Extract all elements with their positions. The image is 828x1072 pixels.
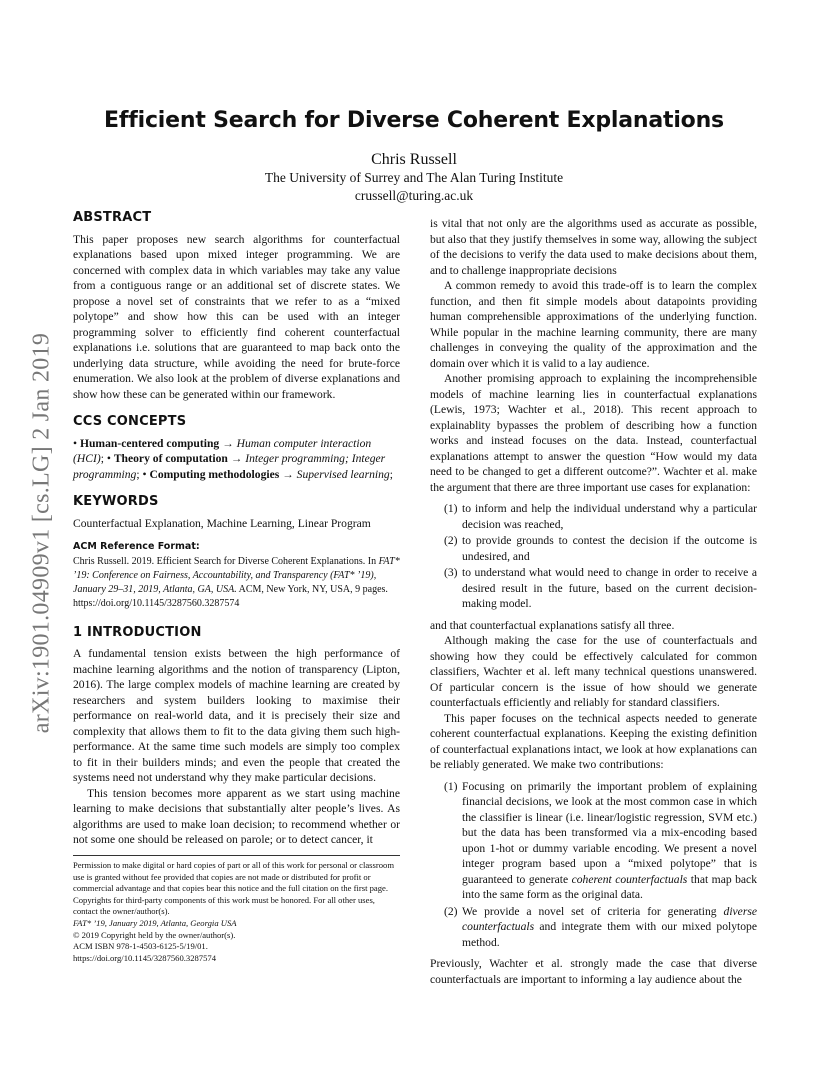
arxiv-sidebar [22,298,62,768]
contributions-list [430,779,757,951]
right-paragraph-7: Previously, Wachter et al. strongly made the case that diverse counterfactuals are important to informing a lay audience about the [430,957,757,986]
right-paragraph-1: is vital that not only are the algorithms used as accurate as possible, but also that they justify themselves in some way, allowing the subject of the decisions to verify the data used to make decisions about them, and to challenge inappropriate decisions [430,217,757,277]
left-column [73,210,400,848]
paper-title: Efficient Search for Diverse Coherent Explanations [104,108,724,133]
conference-line: FAT* ’19, January 2019, Atlanta, Georgia USA [73,917,237,928]
copyright-line: © 2019 Copyright held by the owner/author(s). [73,929,236,940]
right-column [430,216,757,987]
introduction-heading: 1 INTRODUCTION [73,624,202,640]
contribution-item: (2) We provide a novel set of criteria for generating diverse counterfactuals and integrate them with our mixed polytope method. [444,904,757,949]
acm-reference-text: Chris Russell. 2019. Efficient Search for Diverse Coherent Explanations. In FAT* ’19: Conference on Fairness, Accountability, and Transparency (FAT* ’19), January 29–31, 2019, Atlanta, GA, USA. ACM, New York, NY, USA, 9 pages. https://doi.org/10.1145/3287560.3287574 [73,555,400,609]
permission-notice: Permission to make digital or hard copies of part or all of this work for personal or classroom use is granted without fee provided that copies are not made or distributed for profit or commercial advantage and that copies bear this notice and the full citation on the first page. Copyrights for third-party components of this work must be honored. For all other uses, contact the owner/author(s). [73,860,394,917]
right-paragraph-4: and that counterfactual explanations satisfy all three. [430,618,675,632]
abstract-heading: ABSTRACT [73,210,152,225]
isbn-line: ACM ISBN 978-1-4503-6125-5/19/01. [73,941,208,952]
author-affiliation: The University of Surrey and The Alan Turing Institute [264,170,564,185]
contribution-item: (1) Focusing on primarily the important problem of explaining financial decisions, we look at the most common case in which the classifier is linear (i.e. linear/logistic regression, SVM etc.) but the data has been transformed via a mix-encoding based upon 1-hot or dummy variable encoding. We present a novel integer program based upon a “mixed polytope” that is guaranteed to generate coherent counterfactuals that map back into the same form as the original data. [444,779,758,901]
right-paragraph-2: A common remedy to avoid this trade-off is to learn the complex function, and then fit simple models about datapoints providing human comprehensible approximations of the underlying function. While popular in the machine learning community, there are many challenges in conveying the quality of the approximation and the domain over which it is valid to a lay audience. [430,279,757,370]
use-case-item: (3) to understand what would need to change in order to receive a desired result in the future, based on the current decision-making model. [444,566,757,610]
acm-reference-heading: ACM Reference Format: [73,541,200,552]
intro-paragraph-1: A fundamental tension exists between the high performance of machine learning algorithms and the notion of transparency (Lipton, 2016). The large complex models of machine learning are created by researchers and system builders looking to maximise their performance on real-world data, and it is precisely their size and complexity that allows them to fit to the data giving them such high-performance. At the same time such models are simply too complex to fit in their builders minds; and even the people that created the systems need not understand why they make particular decisions. [73,647,400,784]
author-email: crussell@turing.ac.uk [354,188,474,203]
use-case-item: (1) to inform and help the individual understand why a particular decision was reached, [444,502,757,531]
keywords-text: Counterfactual Explanation, Machine Learning, Linear Program [73,516,371,530]
copyright-footnote [73,855,400,964]
ccs-heading: CCS CONCEPTS [73,414,187,429]
author-name: Chris Russell [371,151,457,168]
ccs-concepts: • Human-centered computing → Human computer interaction (HCI); • Theory of computation → Integer programming; Integer programming; • Computing methodologies → Supervised learning; [73,436,393,481]
right-paragraph-3: Another promising approach to explaining the incomprehensible models of machine learning lies in counterfactual explanations (Lewis, 1973; Wachter et al., 2018). This recent approach to explainablity bypasses the problem of describing how a function works and instead focuses on the data. Instead, counterfactual explanations attempt to answer the question “How would my data need to be changed to get a different outcome?”. Wachter et al. make the argument that there are three important use cases for explanation: [430,372,757,494]
abstract-text: This paper proposes new search algorithms for counterfactual explanations based upon mixed integer programming. We are concerned with complex data in which variables may take any value from a contiguous range or an additional set of discrete states. We propose a novel set of constraints that we refer to as a “mixed polytope” and show how this can be used with an integer programming solver to efficiently find coherent counterfactual explanations i.e. solutions that are guaranteed to map back onto the underlying data structure, while avoiding the need for brute-force enumeration. We also look at the problem of diverse explanations and show how these can be generated within our framework. [73,232,400,401]
intro-paragraph-2: This tension becomes more apparent as we start using machine learning to make decisions that substantially alter people’s lives. As algorithms are used to make loan decision; to recommend whether or not some one should be released on parole; or to detect cancer, it [73,786,400,846]
right-paragraph-6: This paper focuses on the technical aspects needed to generate coherent counterfactual explanations. Keeping the existing definition of counterfactual explanations intact, we look at how explanations can be reliably generated. We make two contributions: [430,711,757,771]
keywords-heading: KEYWORDS [73,494,159,509]
use-case-item: (2) to provide grounds to contest the decision if the outcome is undesired, and [444,534,757,563]
doi-line: https://doi.org/10.1145/3287560.3287574 [73,952,216,963]
right-paragraph-5: Although making the case for the use of counterfactuals and showing how they could be effectively calculated for common classifiers, Wachter et al. left many technical questions unanswered. Of particular concern is the issue of how should we generate counterfactuals efficiently and reliably for standard classifiers. [430,634,757,709]
arxiv-identifier: arXiv:1901.04909v1 [cs.LG] 2 Jan 2019 [28,332,55,734]
use-case-list [430,501,757,612]
